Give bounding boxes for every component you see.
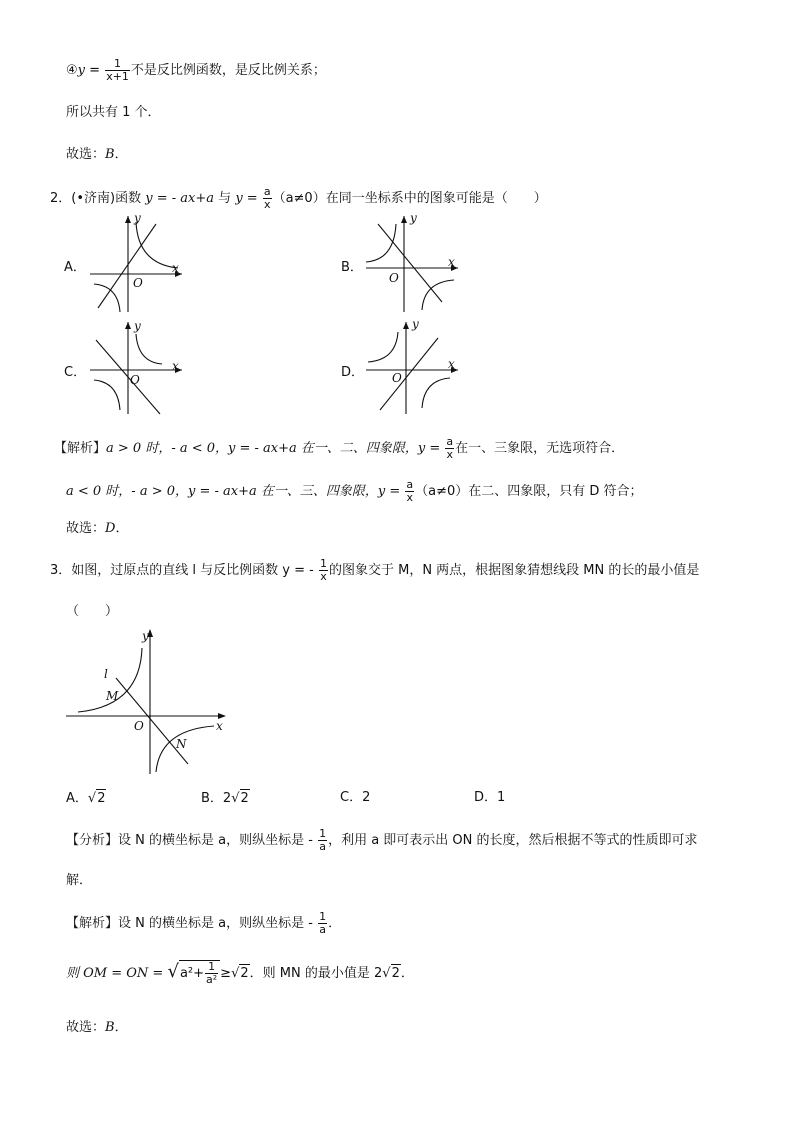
y-arrow-icon bbox=[125, 322, 131, 329]
q3-fenxi-line-1: 【分析】设 N 的横坐标是 a，则纵坐标是 - $\frac{1}{a}$ ，利用 a 即可表示出 ON 的长度，然后根据不等式的性质即可求 bbox=[66, 827, 698, 853]
hyperbola-branch-q1 bbox=[136, 334, 162, 364]
svg-text:l: l bbox=[104, 667, 108, 681]
svg-text:y: y bbox=[134, 212, 141, 225]
option-d-label[interactable]: D． bbox=[341, 365, 365, 380]
hyperbola-branch-q4 bbox=[422, 280, 454, 310]
svg-text:x: x bbox=[448, 357, 455, 371]
sqrt-icon: √ bbox=[231, 791, 240, 806]
svg-text:O: O bbox=[133, 276, 143, 290]
q3-fenxi-line-2: 解． bbox=[66, 873, 93, 888]
q3-option-b[interactable]: B．2√2 bbox=[201, 791, 249, 806]
count-line: 所以共有 1 个． bbox=[66, 105, 161, 120]
line-graph bbox=[380, 338, 438, 410]
question-3-graph bbox=[64, 626, 232, 776]
sqrt-icon: √ bbox=[231, 966, 240, 981]
q3-calc-line: 则 OM = ON = √a²+ $\frac{1}{\text{a²}}$ ≥√2．则 MN 的最小值是 2√2． bbox=[66, 960, 414, 986]
fraction: $\frac{1}{a}$ bbox=[319, 910, 327, 936]
svg-text:O: O bbox=[389, 271, 399, 285]
answer-line-1: 故选：B． bbox=[66, 147, 128, 162]
svg-text:y: y bbox=[134, 319, 141, 333]
fraction: $\frac{1}{x}$ bbox=[319, 557, 327, 583]
y-arrow-icon bbox=[403, 322, 409, 329]
option-a-label[interactable]: A． bbox=[64, 260, 86, 275]
hyperbola-branch-q3 bbox=[94, 380, 120, 410]
svg-text:x: x bbox=[172, 359, 179, 373]
sqrt-icon: √ bbox=[87, 791, 97, 806]
sqrt-icon: √ bbox=[167, 961, 179, 982]
answer-line-2: 故选：D． bbox=[66, 521, 129, 536]
line-l bbox=[116, 678, 188, 764]
option-c-label[interactable]: C． bbox=[64, 365, 87, 380]
hyperbola-branch-q2 bbox=[368, 332, 398, 362]
fraction: $\frac{1}{x+1}$ bbox=[106, 57, 129, 83]
svg-text:y: y bbox=[412, 318, 419, 331]
question-2-stem: 2．(•济南)函数 y = - ax+a 与 y = $\frac{a}{x}$ （a≠0）在同一坐标系中的图象可能是（ ） bbox=[50, 185, 547, 211]
fraction: $\frac{a}{x}$ bbox=[446, 435, 454, 461]
svg-text:N: N bbox=[176, 737, 187, 751]
sqrt-icon: √ bbox=[382, 966, 391, 981]
q2-analysis-line-1: 【解析】a > 0 时，- a < 0，y = - ax+a 在一、二、四象限，y = $\frac{a}{x}$ 在一、三象限，无选项符合． bbox=[54, 435, 625, 461]
option-c-graph[interactable] bbox=[86, 318, 186, 416]
fraction: $\frac{a}{x}$ bbox=[263, 185, 271, 211]
svg-text:O: O bbox=[392, 371, 402, 385]
question-3-paren: （ ） bbox=[66, 604, 119, 619]
fraction: $\frac{1}{a}$ bbox=[319, 827, 327, 853]
svg-text:M: M bbox=[106, 689, 119, 703]
option-a-graph[interactable] bbox=[86, 212, 186, 314]
option-b-graph[interactable] bbox=[362, 212, 462, 314]
svg-text:x: x bbox=[216, 719, 223, 733]
svg-text:x: x bbox=[172, 261, 179, 275]
svg-text:x: x bbox=[448, 255, 455, 269]
q3-option-a[interactable]: A．√2 bbox=[66, 791, 106, 806]
fraction: $\frac{1}{\text{a²}}$ bbox=[206, 960, 218, 986]
question-3-stem: 3．如图，过原点的直线 l 与反比例函数 y = - $\frac{1}{x}$ 的图象交于 M，N 两点，根据图象猜想线段 MN 的长的最小值是 bbox=[50, 557, 700, 583]
q3-option-c[interactable]: C．2 bbox=[340, 790, 371, 805]
q3-jiexi-line-1: 【解析】设 N 的横坐标是 a，则纵坐标是 - $\frac{1}{a}$ ． bbox=[66, 910, 342, 936]
svg-text:O: O bbox=[130, 373, 140, 387]
item4-line: ④y = $\frac{1}{x+1}$ 不是反比例函数，是反比例关系； bbox=[66, 57, 326, 83]
answer-line-3: 故选：B． bbox=[66, 1020, 128, 1035]
q3-option-d[interactable]: D．1 bbox=[474, 790, 506, 805]
line-graph bbox=[98, 224, 156, 308]
hyperbola-branch-q4 bbox=[422, 378, 450, 408]
y-arrow-icon bbox=[125, 216, 131, 223]
radical: a²+ $\frac{1}{\text{a²}}$ bbox=[179, 960, 220, 986]
hyperbola-branch-q2 bbox=[366, 224, 396, 262]
svg-text:O: O bbox=[134, 719, 144, 733]
q2-analysis-line-2: a < 0 时，- a > 0，y = - ax+a 在一、三、四象限，y = $\frac{a}{x}$ （a≠0）在二、四象限，只有 D 符合； bbox=[66, 478, 643, 504]
fraction: $\frac{a}{x}$ bbox=[406, 478, 414, 504]
svg-text:y: y bbox=[410, 212, 417, 225]
line-graph bbox=[378, 224, 442, 302]
option-b-label[interactable]: B． bbox=[341, 260, 363, 275]
svg-text:y: y bbox=[142, 629, 149, 643]
option-d-graph[interactable] bbox=[362, 318, 462, 416]
y-arrow-icon bbox=[401, 216, 407, 223]
